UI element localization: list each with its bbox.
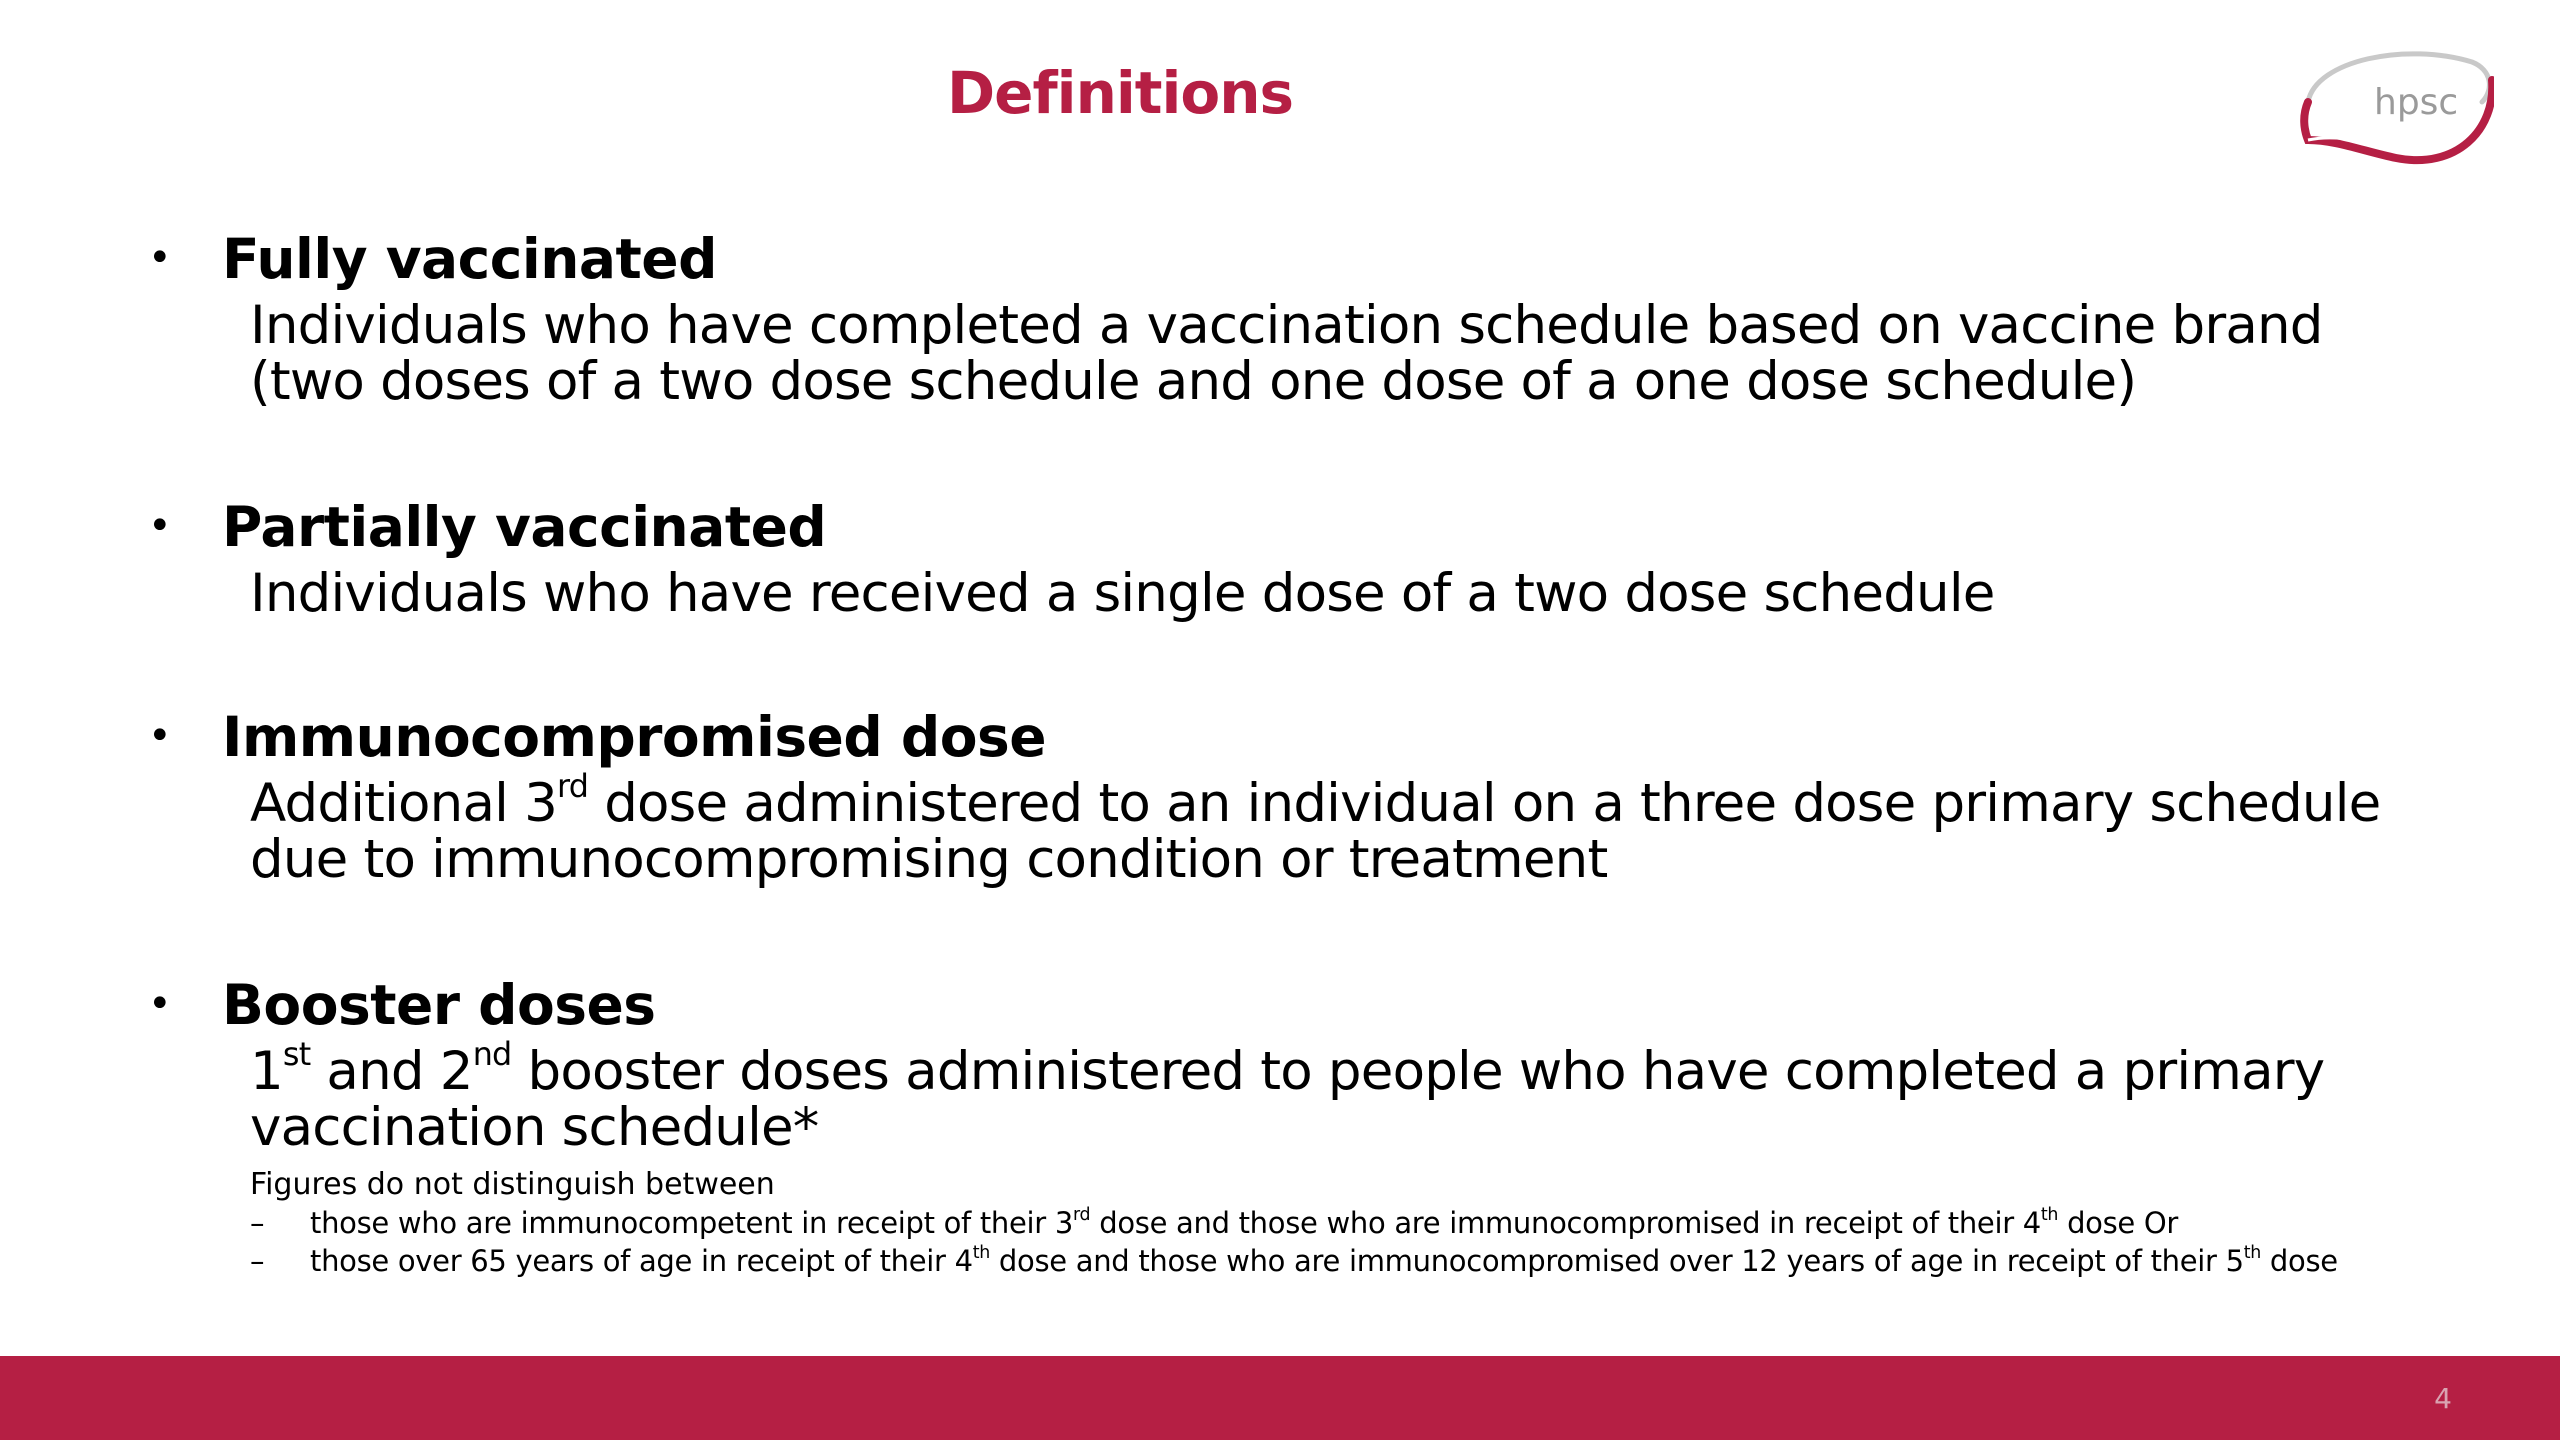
bullet-icon: • — [148, 503, 172, 549]
description-line: due to immunocompromising condition or treatment — [250, 829, 1608, 890]
slide-title: Definitions — [946, 59, 1294, 127]
description-line: (two doses of a two dose schedule and one dose of a one dose schedule) — [250, 351, 2137, 412]
text-segment: those over 65 years of age in receipt of their 4 — [310, 1244, 973, 1278]
description-line: Individuals who have received a single dose of a two dose schedule — [250, 563, 1995, 624]
text-segment: dose administered to an individual on a three dose primary schedule — [588, 773, 2381, 834]
ordinal-suffix: rd — [557, 768, 589, 806]
bullet-icon: • — [148, 713, 172, 759]
ordinal-suffix: th — [2243, 1242, 2261, 1263]
definition-description — [250, 768, 2500, 890]
text-segment: booster doses administered to people who have completed a primary — [511, 1041, 2325, 1102]
definition-heading: Immunocompromised dose — [222, 705, 1047, 769]
dash-icon: – — [250, 1244, 265, 1278]
description-line — [250, 768, 2500, 834]
ordinal-suffix: nd — [472, 1036, 512, 1074]
logo-text: hpsc — [2374, 82, 2459, 123]
definition-description — [250, 1036, 2500, 1158]
dash-icon: – — [250, 1206, 265, 1240]
text-segment: dose — [2261, 1244, 2338, 1278]
text-segment: and 2 — [310, 1041, 473, 1102]
footnote-item — [250, 1242, 2338, 1280]
text-segment: dose Or — [2058, 1206, 2179, 1240]
text-segment: dose and those who are immunocompromised over 12 years of age in receipt of their 5 — [990, 1244, 2244, 1278]
bullet-icon: • — [148, 981, 172, 1027]
page-number: 4 — [2434, 1382, 2452, 1415]
definition-description — [250, 295, 2500, 412]
bullet-icon: • — [148, 235, 172, 281]
ordinal-suffix: th — [972, 1242, 990, 1263]
text-segment: dose and those who are immunocompromised in receipt of their 4 — [1090, 1206, 2041, 1240]
definition-description — [250, 563, 2500, 624]
description-line — [250, 1036, 2500, 1102]
definition-heading: Booster doses — [222, 973, 656, 1037]
footnote-intro: Figures do not distinguish between — [250, 1167, 775, 1202]
definition-heading: Fully vaccinated — [222, 227, 717, 291]
text-segment: Additional 3 — [250, 773, 558, 834]
text-segment: 1 — [250, 1041, 283, 1102]
footnote-item — [250, 1204, 2178, 1242]
ordinal-suffix: th — [2040, 1204, 2059, 1225]
definition-heading: Partially vaccinated — [222, 495, 827, 559]
description-line: vaccination schedule* — [250, 1097, 819, 1158]
description-line: Individuals who have completed a vaccination schedule based on vaccine brand — [250, 295, 2323, 356]
footer-bar — [0, 1356, 2560, 1440]
text-segment: those who are immunocompetent in receipt of their 3 — [310, 1206, 1073, 1240]
ordinal-suffix: st — [282, 1036, 311, 1074]
ordinal-suffix: rd — [1073, 1204, 1091, 1225]
